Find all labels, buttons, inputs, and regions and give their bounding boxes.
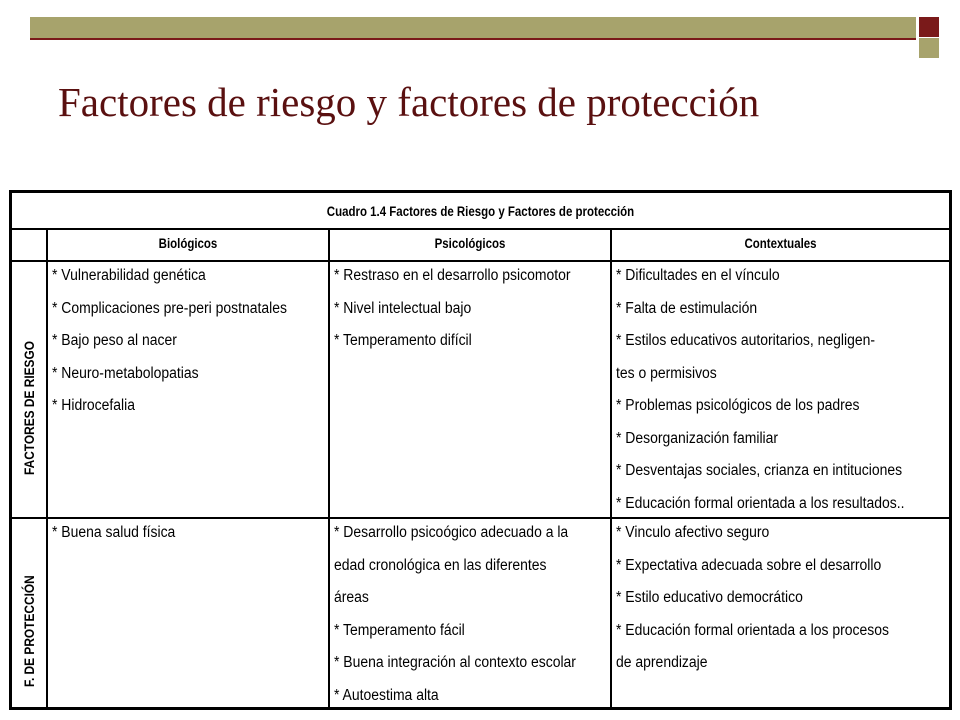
cell-riesgo-psicologicos bbox=[334, 260, 597, 358]
cell-line: * Desventajas sociales, crianza en intituciones bbox=[616, 462, 903, 479]
column-header-biologicos: Biológicos bbox=[158, 236, 218, 251]
table-rule bbox=[328, 228, 330, 707]
decor-square-red bbox=[919, 17, 939, 37]
cell-line: * Buena salud física bbox=[52, 524, 176, 541]
cell-proteccion-biologicos bbox=[52, 517, 189, 550]
cell-line: * Temperamento difícil bbox=[334, 332, 472, 349]
table-rule bbox=[610, 228, 612, 707]
cell-line: * Complicaciones pre-peri postnatales bbox=[52, 299, 287, 317]
cell-line: * Educación formal orientada a los resultados.. bbox=[616, 494, 905, 512]
cell-line: * Desarrollo psicoógico adecuado a la bbox=[334, 524, 569, 541]
cell-line: edad cronológica en las diferentes bbox=[334, 556, 547, 574]
table-caption: Cuadro 1.4 Factores de Riesgo y Factores de protección bbox=[326, 204, 635, 219]
cell-line: * Problemas psicológicos de los padres bbox=[616, 397, 860, 414]
table-rule bbox=[46, 228, 48, 707]
cell-riesgo-biologicos bbox=[52, 260, 313, 423]
cell-line: * Expectativa adecuada sobre el desarrollo bbox=[616, 556, 882, 574]
cell-line: * Estilo educativo democrático bbox=[616, 589, 803, 606]
cell-line: * Estilos educativos autoritarios, negligen- bbox=[616, 332, 875, 349]
cell-line: * Bajo peso al nacer bbox=[52, 332, 177, 349]
header-bar bbox=[30, 17, 916, 39]
header-bar-line bbox=[30, 38, 916, 40]
cell-line: áreas bbox=[334, 589, 369, 606]
cell-line: de aprendizaje bbox=[616, 654, 708, 671]
cell-line: * Falta de estimulación bbox=[616, 299, 758, 317]
cell-line: * Buena integración al contexto escolar bbox=[334, 654, 576, 671]
cell-proteccion-contextuales bbox=[616, 517, 919, 680]
cell-proteccion-psicologicos bbox=[334, 517, 603, 712]
cell-line: * Desorganización familiar bbox=[616, 429, 779, 447]
column-header-contextuales: Contextuales bbox=[744, 236, 817, 251]
slide-title: Factores de riesgo y factores de protección bbox=[58, 79, 760, 125]
cell-line: * Temperamento fácil bbox=[334, 621, 465, 639]
cell-line: * Nivel intelectual bajo bbox=[334, 299, 472, 317]
cell-line: * Vinculo afectivo seguro bbox=[616, 524, 770, 541]
decor-square-olive bbox=[919, 38, 939, 58]
row-label-proteccion: F. DE PROTECCIÓN bbox=[21, 575, 37, 687]
cell-line: * Autoestima alta bbox=[334, 686, 439, 704]
cell-line: * Vulnerabilidad genética bbox=[52, 267, 206, 284]
factors-table bbox=[9, 190, 952, 710]
cell-line: * Dificultades en el vínculo bbox=[616, 267, 780, 284]
cell-line: tes o permisivos bbox=[616, 364, 717, 382]
cell-line: * Restraso en el desarrollo psicomotor bbox=[334, 267, 571, 284]
cell-line: * Hidrocefalia bbox=[52, 397, 135, 414]
cell-riesgo-contextuales bbox=[616, 260, 937, 520]
cell-line: * Educación formal orientada a los procesos bbox=[616, 621, 889, 639]
column-header-psicologicos: Psicológicos bbox=[434, 236, 506, 251]
cell-line: * Neuro-metabolopatias bbox=[52, 364, 199, 382]
row-label-riesgo: FACTORES DE RIESGO bbox=[21, 340, 37, 475]
